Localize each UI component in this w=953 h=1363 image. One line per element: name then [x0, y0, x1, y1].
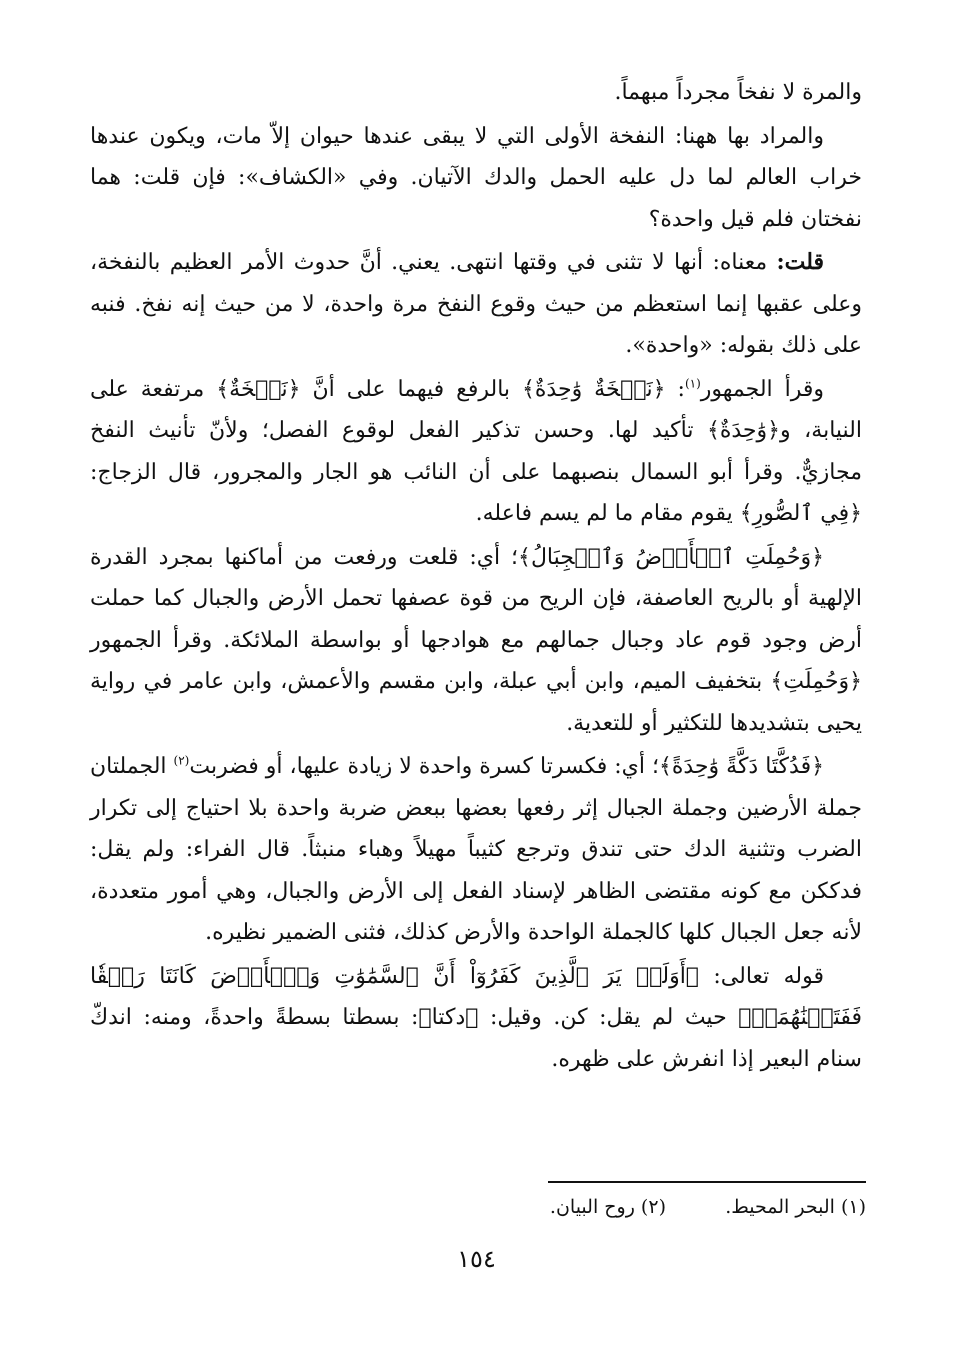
- paragraph-2: والمراد بها ههنا: النفخة الأولى التي لا يبقى عندها حيوان إلاّ مات، ويكون عندها خراب العالم لما دل عليه الحمل والدك الآتيان. وفي «الكشاف»: فإن قلت: هما نفختان فلم قيل واحدة؟: [90, 123, 862, 232]
- paragraph-1: والمرة لا نفخاً مجرداً مبهماً.: [614, 80, 862, 105]
- paragraph-5: ﴿وَحُمِلَتِ ٱلۡأَرۡضُ وَٱلۡجِبَالُ﴾؛ أي: قلعت ورفعت من أماكنها بمجرد القدرة الإلهية أو بالريح العاصفة، فإن الريح من قوة عصفها تحمل الأرض والجبال كما حملت أرض وجود قوم عاد وجبال جمالهم مع هوادجها أو بواسطة الملائكة. وقرأ الجمهور ﴿وَحُمِلَتِ﴾ بتخفيف الميم، وابن أبي عبلة، وابن مقسم والأعمش، وابن عامر في رواية يحيى بتشديدها للتكثير أو للتعدية.: [90, 544, 862, 736]
- paragraph-4: [90, 369, 862, 535]
- paragraph-3-lead: قلت:: [776, 249, 824, 275]
- footnote-2: (٢) روح البيان.: [549, 1196, 666, 1218]
- paragraph-3: [90, 242, 862, 367]
- paragraph-4-text-b: : ﴿نَفۡخَةٌ وَٰحِدَةٌ﴾ بالرفع فيهما على أنَّ ﴿نَفۡخَةٌ﴾ مرتفعة على النيابة، و﴿وَٰحِدَةٌ﴾ تأكيد لها. وحسن تذكير الفعل لوقوع الفصل؛ ولأنّ تأنيث النفخ مجازيٌّ. وقرأ أبو السمال بنصبهما على أن النائب هو الجار والمجرور، قال الزجاج: ﴿فِي ٱلصُّورِ﴾ يقوم مقام ما لم يسم فاعله.: [90, 376, 862, 526]
- paragraph-4-text-a: وقرأ الجمهور: [700, 376, 825, 402]
- page-number: ١٥٤: [457, 1245, 496, 1273]
- paragraph-6-text-a: ﴿فَدُكَّتَا دَكَّةً وَٰحِدَةً﴾؛ أي: فكسرتا كسرة واحدة لا زيادة عليها، أو فضربت: [189, 754, 824, 779]
- paragraph-7: قوله تعالى: ﴿أَوَلَمۡ يَرَ ٱلَّذِينَ كَفَرُوٓاْ أَنَّ ٱلسَّمَٰوَٰتِ وَٱلۡأَرۡضَ كَانَتَا رَتۡقٗا فَفَتَقۡنَٰهُمَاۖ﴾ حيث لم يقل: كن. وقيل: ﴿دكتا﴾: بسطتا بسطةً واحدةً، ومنه: اندكّ سنام البعير إذا انفرش على ظهره.: [90, 963, 862, 1072]
- paragraph-3-text: معناه: أنها لا تثنى في وقتها انتهى. يعني. أنَّ حدوث الأمر العظيم بالنفخة، وعلى عقبها إنما استعظم من حيث وقوع النفخ مرة واحدة، لا من حيث إنه نفخ. فنبه على ذلك بقوله: «واحدة».: [90, 250, 862, 358]
- footnote-ref-2: (٢): [173, 753, 190, 768]
- paragraph-6-text-b: الجملتان جملة الأرضين وجملة الجبال إثر رفعها بعضها ببعض ضربة واحدة بلا احتياج إلى تكرار الضرب وتثنية الدك حتى تندق وترجع كثيباً مهيلاً وهباء منبثاً. قال الفراء: ولم يقل: فدككن مع كونه مقتضى الظاهر لإسناد الفعل إلى الأرض والجبال، وهي أمور متعددة، لأنه جعل الجبال كلها كالجملة الواحدة والأرض كذلك، فثنى الضمير نظيره.: [90, 754, 862, 945]
- paragraph-6: [90, 746, 862, 954]
- footnote-separator: [548, 1181, 866, 1183]
- footnote-1: (١) البحر المحيط.: [725, 1196, 866, 1218]
- page-body: [90, 72, 862, 1082]
- footnote-ref-1: (١): [684, 376, 701, 391]
